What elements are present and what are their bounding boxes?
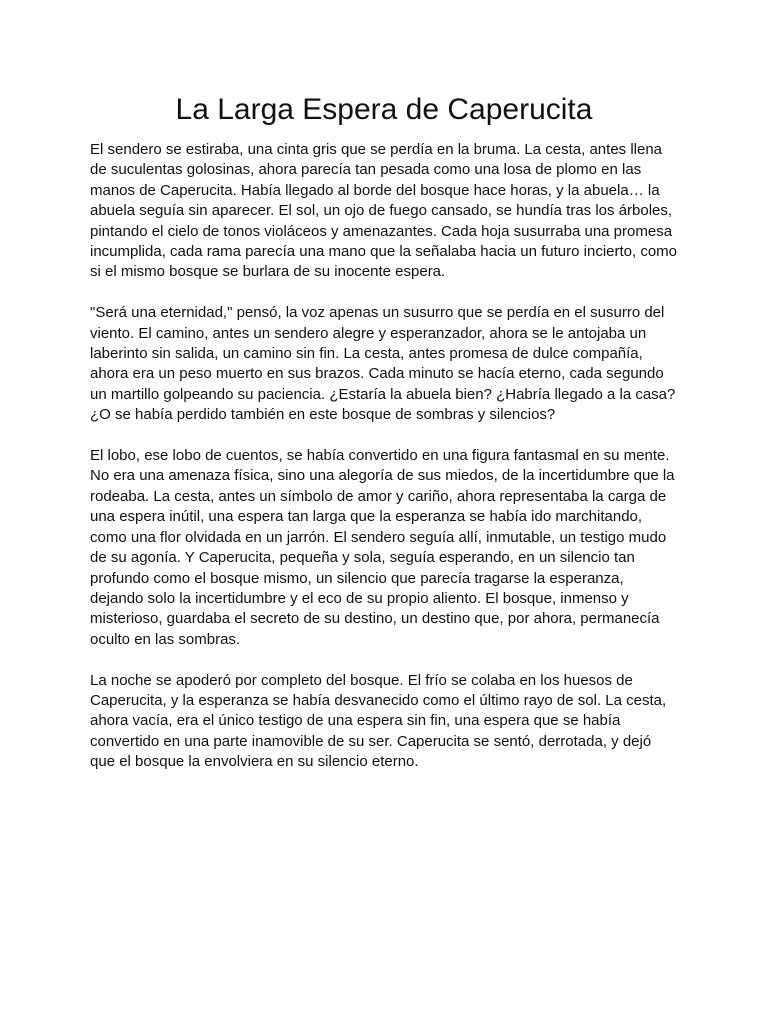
paragraph-4: La noche se apoderó por completo del bosque. El frío se colaba en los huesos de Caperucita, y la esperanza se había desvanecido como el último rayo de sol. La cesta, ahora vacía, era el único testigo de una espera sin fin, una espera que se había convertido en una parte inamovible de su ser. Caperucita se sentó, derrotada, y dejó que el bosque la envolviera en su silencio eterno.: [90, 671, 667, 771]
document-body: [90, 140, 680, 793]
paragraph-1: El sendero se estiraba, una cinta gris que se perdía en la bruma. La cesta, antes llena de suculentas golosinas, ahora parecía tan pesada como una losa de plomo en las manos de Caperucita. Había llegado al borde del bosque hace horas, y la abuela… la abuela seguía sin aparecer. El sol, un ojo de fuego cansado, se hundía tras los árboles, pintando el cielo de tonos violáceos y amenazantes. Cada hoja susurraba una promesa incumplida, cada rama parecía una mano que la señalaba hacia un futuro incierto, como si el mismo bosque se burlara de su inocente espera.: [90, 141, 678, 281]
page-title: La Larga Espera de Caperucita: [175, 93, 593, 126]
paragraph-2: "Será una eternidad," pensó, la voz apenas un susurro que se perdía en el susurro del viento. El camino, antes un sendero alegre y esperanzador, ahora se le antojaba un laberinto sin salida, un camino sin fin. La cesta, antes promesa de dulce compañía, ahora era un peso muerto en sus brazos. Cada minuto se hacía eterno, cada segundo un martillo golpeando su paciencia. ¿Estaría la abuela bien? ¿Habría llegado a la casa? ¿O se había perdido también en este bosque de sombras y silencios?: [90, 304, 676, 424]
paragraph-3: El lobo, ese lobo de cuentos, se había convertido en una figura fantasmal en su mente. No era una amenaza física, sino una alegoría de sus miedos, de la incertidumbre que la rodeaba. La cesta, antes un símbolo de amor y cariño, ahora representaba la carga de una espera inútil, una espera tan larga que la esperanza se había ido marchitando, como una flor olvidada en un jarrón. El sendero seguía allí, inmutable, un testigo mudo de su agonía. Y Caperucita, pequeña y sola, seguía esperando, en un silencio tan profundo como el bosque mismo, un silencio que parecía tragarse la esperanza, dejando solo la incertidumbre y el eco de su propio aliento. El bosque, inmenso y misterioso, guardaba el secreto de su destino, un destino que, por ahora, permanecía oculto en las sombras.: [90, 447, 675, 648]
